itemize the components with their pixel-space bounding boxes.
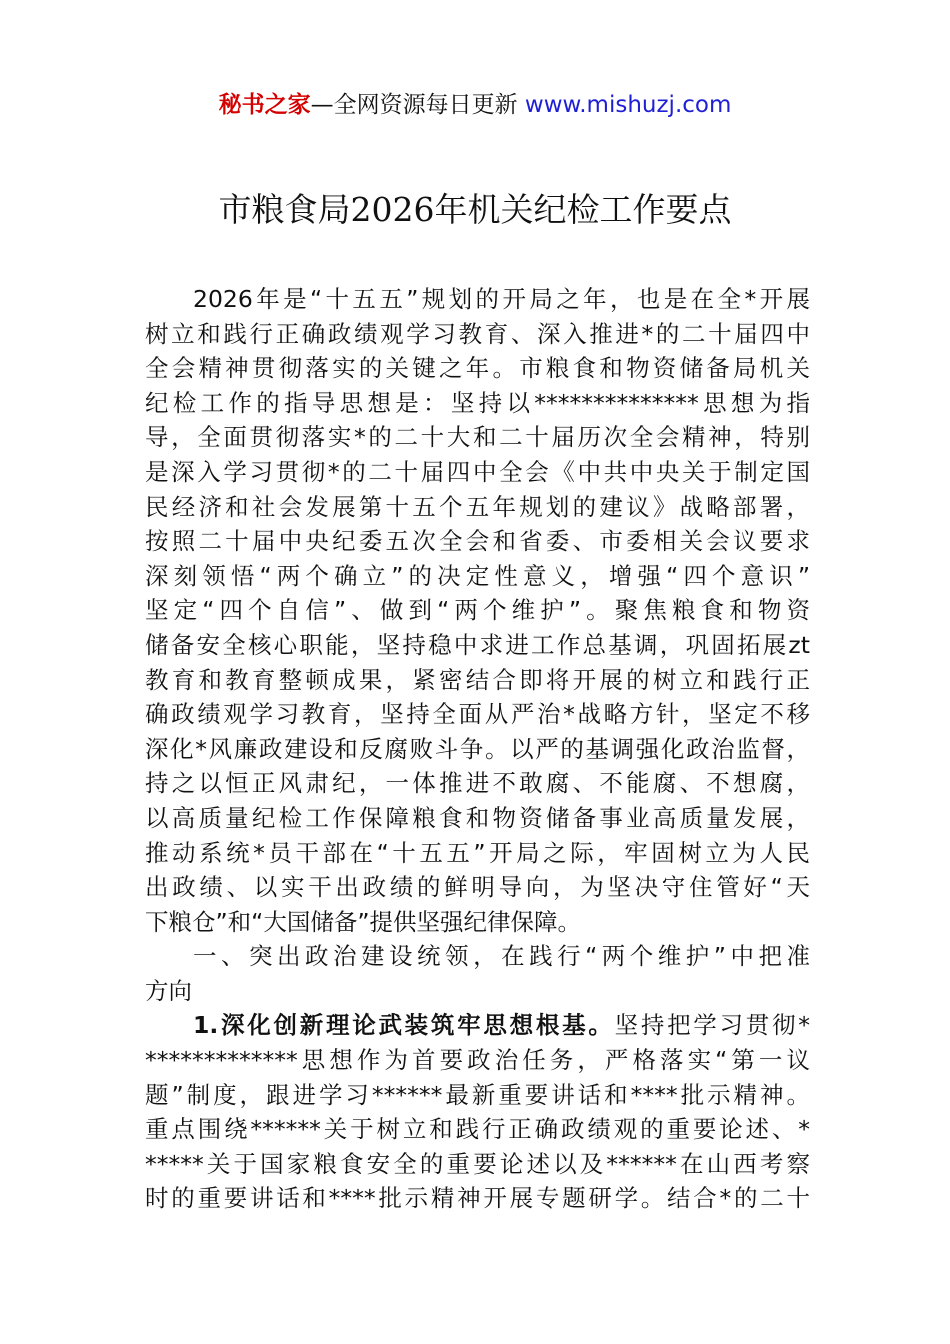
paragraph-line: 深化*风廉政建设和反腐败斗争。以严的基调强化政治监督， [145, 734, 810, 763]
paragraph-line: 是深入学习贯彻*的二十届四中全会《中共中央关于制定国 [145, 457, 810, 486]
point-1-text: 坚持把学习贯彻* [614, 1011, 811, 1040]
paragraph-line: 民经济和社会发展第十五个五年规划的建议》战略部署， [145, 492, 810, 521]
paragraph-line: 以高质量纪检工作保障粮食和物资储备事业高质量发展， [145, 803, 810, 832]
document-body [145, 282, 810, 1216]
paragraph-line: 题”制度，跟进学习******最新重要讲话和****批示精神。 [145, 1080, 810, 1109]
paragraph-line: 重点围绕******关于树立和践行正确政绩观的重要论述、* [145, 1115, 810, 1144]
paragraph-line: 教育和教育整顿成果，紧密结合即将开展的树立和践行正 [145, 665, 810, 694]
paragraph-line: 储备安全核心职能，坚持稳中求进工作总基调，巩固拓展zt [145, 630, 810, 659]
paragraph-line: 深刻领悟“两个确立”的决定性意义，增强“四个意识” [145, 561, 810, 590]
paragraph-line: 确政绩观学习教育，坚持全面从严治*战略方针，坚定不移 [145, 700, 810, 729]
paragraph-line: 持之以恒正风肃纪，一体推进不敢腐、不能腐、不想腐， [145, 769, 810, 798]
brand-name: 秘书之家 [218, 92, 311, 118]
paragraph-line: *****关于国家粮食安全的重要论述以及******在山西考察 [145, 1149, 810, 1178]
paragraph-line: 2026年是“十五五”规划的开局之年，也是在全*开展 [193, 285, 810, 313]
paragraph-line: 出政绩、以实干出政绩的鲜明导向，为坚决守住管好“天 [145, 873, 810, 902]
header-tagline: —全网资源每日更新 [310, 92, 525, 118]
site-url-link[interactable]: www.mishuzj.com [524, 92, 732, 118]
section-heading-line: 一、突出政治建设统领，在践行“两个维护”中把准 [193, 942, 810, 971]
paragraph-line: 推动系统*员干部在“十五五”开局之际，牢固树立为人民 [145, 838, 810, 867]
paragraph-line: 全会精神贯彻落实的关键之年。市粮食和物资储备局机关 [145, 354, 810, 383]
paragraph-line: *************思想作为首要政治任务，严格落实“第一议 [145, 1046, 810, 1075]
paragraph-line: 时的重要讲话和****批示精神开展专题研学。结合*的二十 [145, 1184, 810, 1213]
section-heading-line: 方向 [145, 976, 192, 1005]
site-header [0, 88, 950, 122]
paragraph-line: 纪检工作的指导思想是：坚持以**************思想为指 [145, 388, 810, 417]
paragraph-line: 下粮仓”和“大国储备”提供坚强纪律保障。 [145, 907, 582, 936]
paragraph-line: 树立和践行正确政绩观学习教育、深入推进*的二十届四中 [145, 319, 810, 348]
paragraph-line: 坚定“四个自信”、做到“两个维护”。聚焦粮食和物资 [145, 596, 810, 625]
paragraph-line: 按照二十届中央纪委五次全会和省委、市委相关会议要求 [145, 527, 810, 556]
paragraph-line: 导，全面贯彻落实*的二十大和二十届历次全会精神，特别 [145, 423, 810, 452]
document-title: 市粮食局2026年机关纪检工作要点 [218, 190, 732, 229]
point-1-heading: 1.深化创新理论武装筑牢思想根基。 [193, 1011, 615, 1040]
point-1-first-line [145, 1008, 810, 1043]
